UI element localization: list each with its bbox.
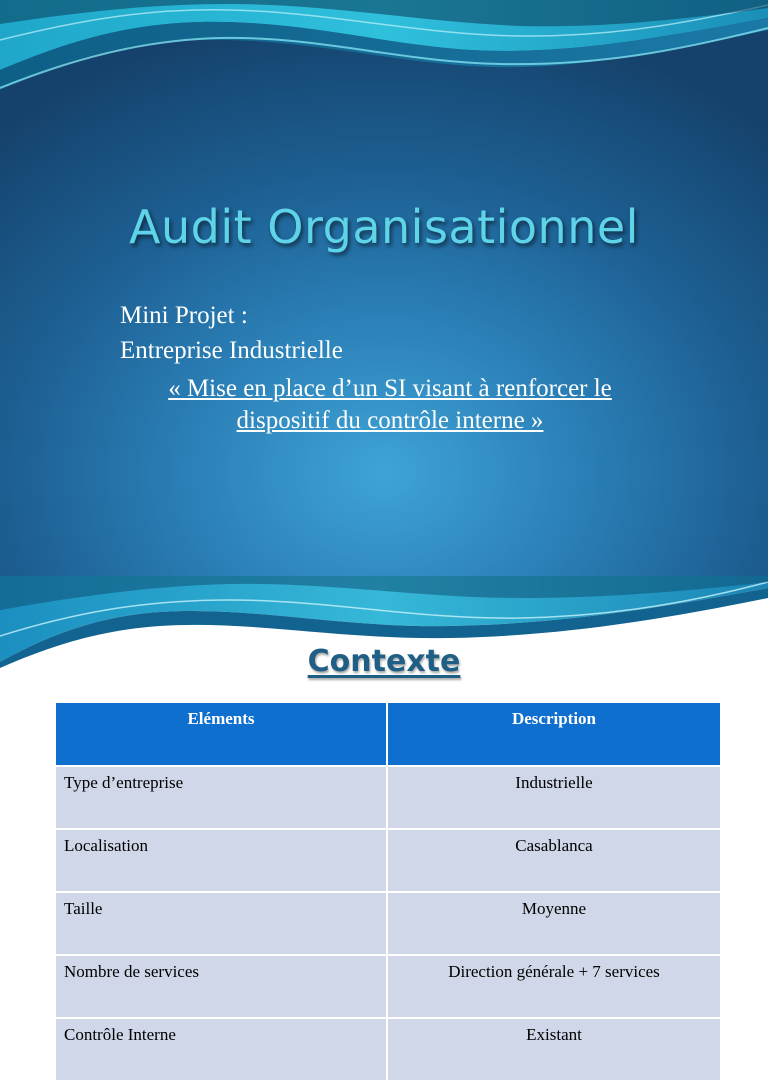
cell-element: Localisation <box>55 829 387 892</box>
cell-element: Taille <box>55 892 387 955</box>
header-description: Description <box>387 702 721 766</box>
cell-description: Casablanca <box>387 829 721 892</box>
cell-element: Type d’entreprise <box>55 766 387 829</box>
context-table <box>54 701 722 1082</box>
table-row <box>55 829 721 892</box>
table-header-row <box>55 702 721 766</box>
cell-description: Industrielle <box>387 766 721 829</box>
table-row <box>55 1018 721 1081</box>
cell-description: Direction générale + 7 services <box>387 955 721 1018</box>
table-row <box>55 766 721 829</box>
header-elements: Eléments <box>55 702 387 766</box>
table-row <box>55 955 721 1018</box>
cell-description: Existant <box>387 1018 721 1081</box>
slide-title: Audit Organisationnel <box>129 200 639 254</box>
cell-description: Moyenne <box>387 892 721 955</box>
cell-element: Contrôle Interne <box>55 1018 387 1081</box>
contexte-slide <box>0 576 768 1044</box>
table-row <box>55 892 721 955</box>
cell-element: Nombre de services <box>55 955 387 1018</box>
quote-line-2: dispositif du contrôle interne » <box>236 407 544 434</box>
section-heading: Contexte <box>307 644 461 679</box>
project-quote <box>90 373 690 437</box>
subtitle-entreprise: Entreprise Industrielle <box>120 337 343 364</box>
subtitle-mini-projet: Mini Projet : <box>120 302 248 329</box>
quote-line-1: « Mise en place d’un SI visant à renforcer le <box>168 375 612 402</box>
